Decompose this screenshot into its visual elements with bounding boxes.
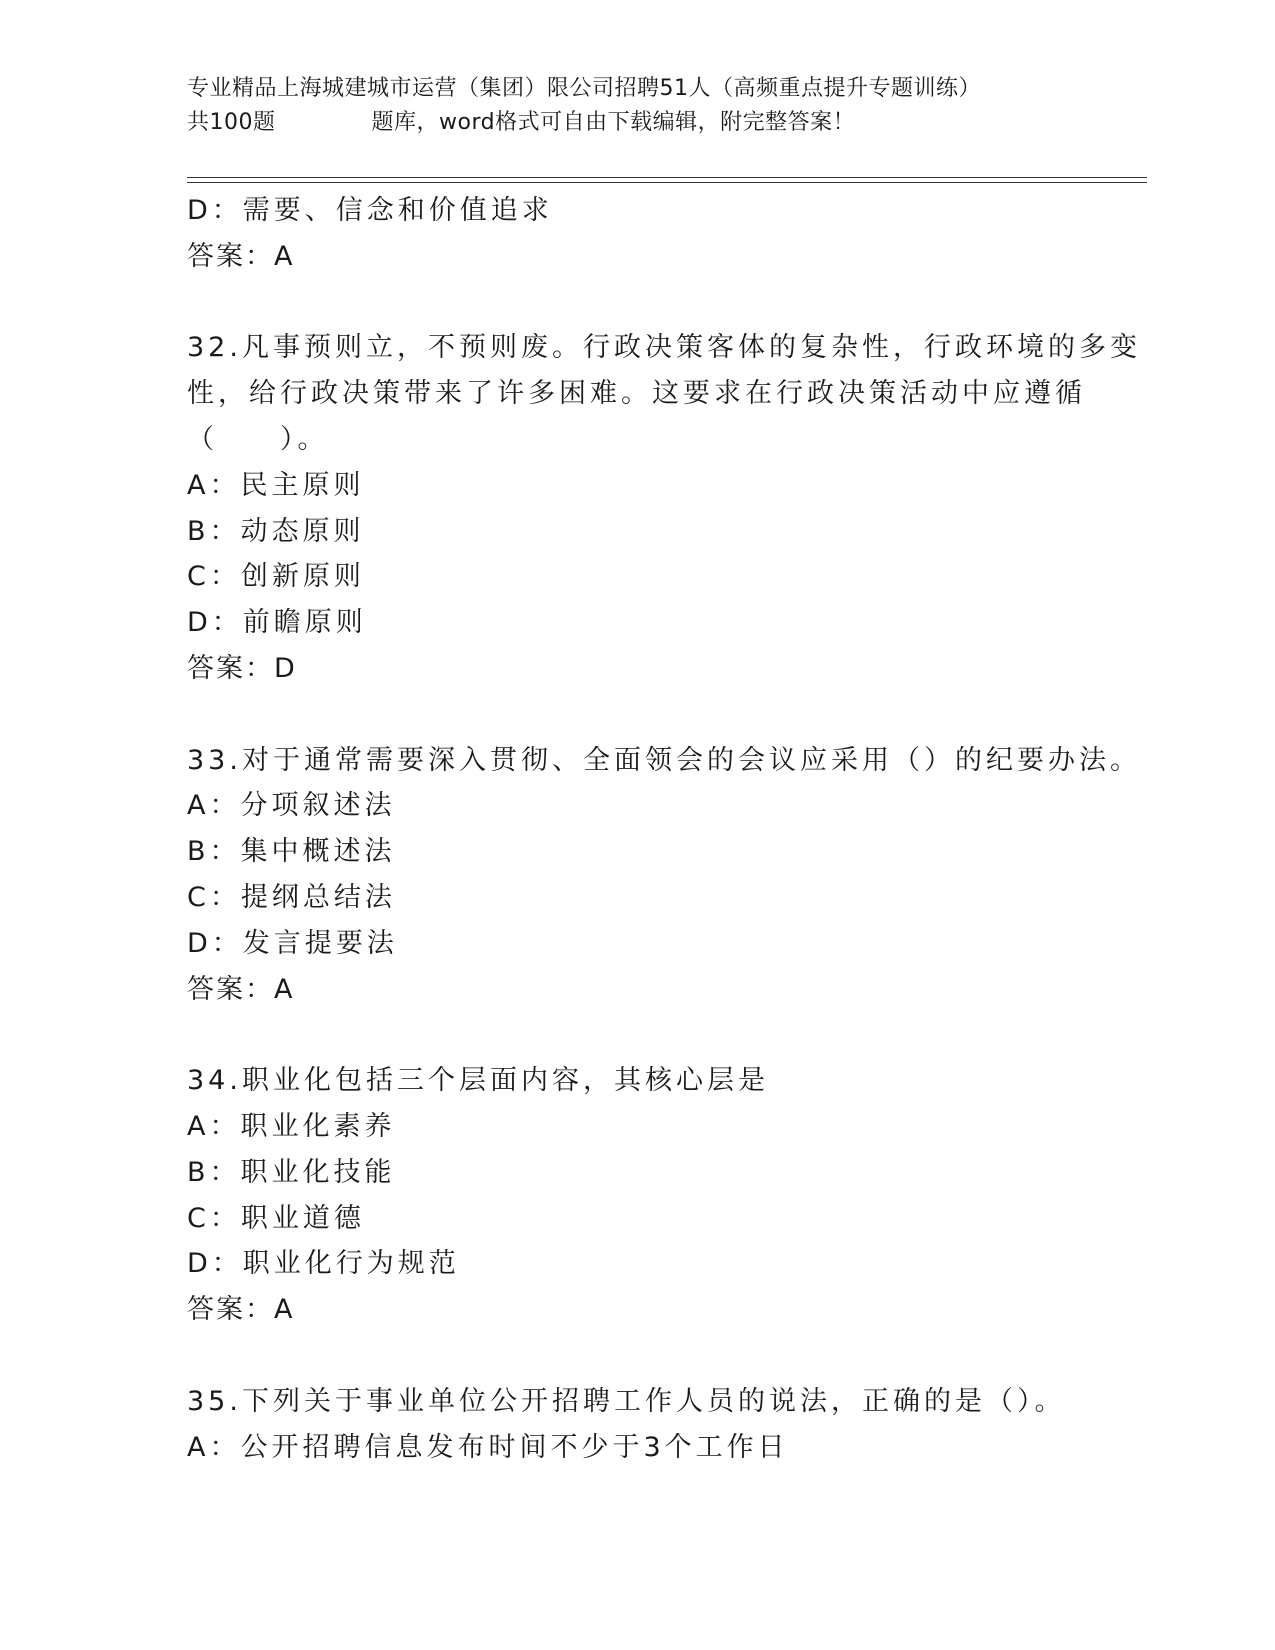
answer: 答案：A [187,1294,295,1326]
option-a: A：民主原则 [187,469,365,501]
answer: 答案：A [187,973,295,1005]
header-question-count: 共100题 [187,110,276,135]
option-b: B：集中概述法 [187,836,396,868]
question-stem-line: 35.下列关于事业单位公开招聘工作人员的说法，正确的是（）。 [187,1385,1066,1417]
option-d: D：前瞻原则 [187,607,367,639]
option-c: C：创新原则 [187,561,365,593]
carryover-answer: 答案：A [187,240,295,272]
header-subtitle-line [187,106,1147,140]
option-c: C：提纲总结法 [187,881,396,913]
question-stem-line: 性，给行政决策带来了许多困难。这要求在行政决策活动中应遵循 [187,378,1086,410]
question-stem-line: 33.对于通常需要深入贯彻、全面领会的会议应采用（）的纪要办法。 [187,744,1141,776]
header-title-line: 专业精品上海城建城市运营（集团）限公司招聘51人（高频重点提升专题训练） [187,76,981,101]
question-stem-line: （ ）。 [187,423,329,455]
option-a: A：公开招聘信息发布时间不少于3个工作日 [187,1431,789,1463]
question-35 [187,1379,1147,1471]
option-b: B：职业化技能 [187,1156,396,1188]
header-description: 题库，word格式可自由下载编辑，附完整答案！ [371,110,856,135]
document-header [187,72,1147,140]
header-divider-top [187,177,1147,178]
option-b: B：动态原则 [187,515,365,547]
option-c: C：职业道德 [187,1202,365,1234]
carryover-option-d: D：需要、信念和价值追求 [187,195,553,226]
option-d: D：发言提要法 [187,927,398,959]
question-stem-line: 32.凡事预则立，不预则废。行政决策客体的复杂性，行政环境的多变 [187,332,1141,364]
question-32 [187,325,1147,691]
question-list [187,188,1147,1470]
option-d: D：职业化行为规范 [187,1248,460,1280]
question-34 [187,1058,1147,1333]
question-stem-line: 34.职业化包括三个层面内容，其核心层是 [187,1065,769,1097]
option-a: A：职业化素养 [187,1110,396,1142]
question-33 [187,738,1147,1013]
header-divider-bottom [187,182,1147,183]
answer: 答案：D [187,652,297,684]
option-a: A：分项叙述法 [187,790,396,822]
